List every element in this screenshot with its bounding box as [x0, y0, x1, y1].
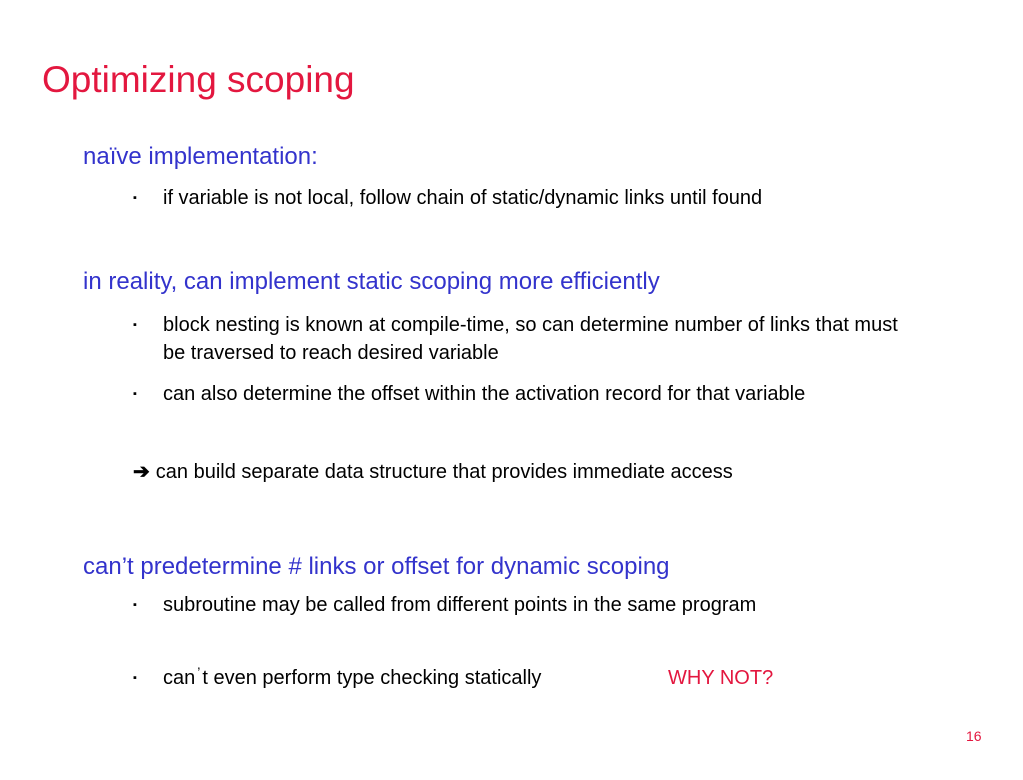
apostrophe-glyph: ’ — [197, 664, 201, 680]
bullet-item — [133, 311, 898, 367]
bullet-item — [133, 591, 756, 619]
slide-title: Optimizing scoping — [42, 59, 355, 100]
conclusion-text: can build separate data structure that provides immediate access — [155, 461, 733, 483]
bullet-text: block nesting is known at compile-time, so can determine number of links that must — [163, 314, 898, 336]
bullet-text: can also determine the offset within the activation record for that variable — [163, 383, 806, 405]
bullet-marker-icon: ▪ — [133, 672, 137, 684]
bullet-marker-icon: ▪ — [133, 599, 137, 611]
right-arrow-icon: ➔ — [133, 461, 150, 483]
bullet-item — [133, 664, 541, 693]
conclusion-line — [133, 458, 733, 486]
page-number: 16 — [966, 728, 982, 744]
bullet-marker-icon: ▪ — [133, 388, 137, 400]
why-not-callout: WHY NOT? — [668, 667, 774, 689]
section-heading-naive: naïve implementation: — [83, 143, 318, 170]
bullet-item — [133, 184, 762, 212]
bullet-text-part: can — [163, 667, 196, 689]
section-heading-reality: in reality, can implement static scoping more efficiently — [83, 268, 660, 295]
bullet-text: subroutine may be called from different points in the same program — [163, 594, 757, 616]
bullet-marker-icon: ▪ — [133, 319, 137, 331]
bullet-item — [133, 380, 805, 408]
section-heading-dynamic: can’t predetermine # links or offset for dynamic scoping — [83, 553, 670, 580]
bullet-text-continuation: be traversed to reach desired variable — [163, 342, 499, 364]
bullet-marker-icon: ▪ — [133, 192, 137, 204]
bullet-text — [133, 664, 541, 693]
bullet-text: if variable is not local, follow chain of static/dynamic links until found — [163, 187, 763, 209]
bullet-text-part: t even perform type checking statically — [202, 667, 542, 689]
